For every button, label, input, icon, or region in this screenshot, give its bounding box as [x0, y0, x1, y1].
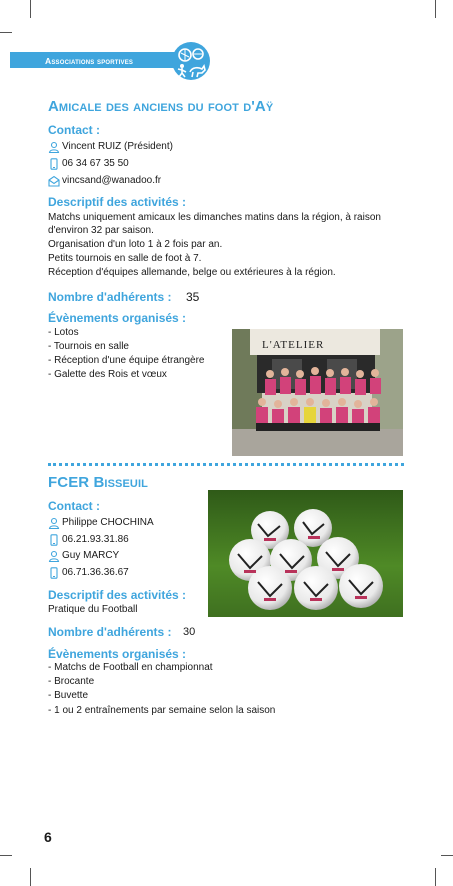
contact-phone	[48, 566, 129, 580]
person-icon	[48, 141, 60, 153]
event-item: - Buvette	[48, 690, 89, 701]
contact-value: 06.71.36.36.67	[62, 567, 129, 578]
members-value: 35	[186, 290, 200, 304]
contact-phone	[48, 533, 129, 547]
contact-person	[48, 140, 173, 154]
members-label: Nombre d'adhérents :	[48, 290, 172, 304]
contact-value: 06.21.93.31.86	[62, 534, 129, 545]
members-value: 30	[183, 626, 196, 638]
activities-label: Descriptif des activités :	[48, 195, 187, 209]
activities-line: Petits tournois en salle de foot à 7.	[48, 253, 202, 264]
activities-line: Organisation d'un loto 1 à 2 fois par an.	[48, 239, 223, 250]
event-item: - Lotos	[48, 327, 79, 338]
events-label: Évènements organisés :	[48, 311, 187, 325]
contact-phone	[48, 157, 129, 171]
sports-icon	[172, 42, 210, 80]
section-label: Associations sportives	[45, 56, 134, 66]
event-item: - Réception d'une équipe étrangère	[48, 355, 205, 366]
photo-sign-text: L'ATELIER	[262, 339, 325, 351]
event-item: - Brocante	[48, 676, 95, 687]
activities-line: Pratique du Football	[48, 604, 138, 615]
person-icon	[48, 517, 60, 529]
crop-mark	[30, 0, 31, 18]
event-item: - 1 ou 2 entraînements par semaine selon la saison	[48, 705, 276, 716]
contact-email	[48, 174, 161, 188]
email-icon	[48, 175, 60, 187]
phone-icon	[48, 534, 60, 546]
contact-label: Contact :	[48, 499, 100, 513]
contact-value: Philippe CHOCHINA	[62, 517, 154, 528]
person-icon	[48, 550, 60, 562]
club-title: Amicale des anciens du foot d'Aÿ	[48, 98, 274, 115]
contact-label: Contact :	[48, 123, 100, 137]
contact-value: Vincent RUIZ (Président)	[62, 141, 173, 152]
crop-mark	[435, 868, 436, 886]
crop-mark	[435, 0, 436, 18]
crop-mark	[0, 855, 12, 856]
contact-value: Guy MARCY	[62, 550, 120, 561]
activities-label: Descriptif des activités :	[48, 588, 187, 602]
crop-mark	[0, 32, 12, 33]
activities-line: Réception d'équipes allemande, belge ou extérieures à la région.	[48, 267, 336, 278]
event-item: - Tournois en salle	[48, 341, 129, 352]
club-title: FCER Bisseuil	[48, 474, 148, 491]
team-photo	[232, 329, 403, 456]
activities-line: Matchs uniquement amicaux les dimanches matins dans la région, à raison	[48, 212, 381, 223]
event-item: - Matchs de Football en championnat	[48, 662, 213, 673]
footballs-photo	[208, 490, 403, 617]
event-item: - Galette des Rois et vœux	[48, 369, 167, 380]
phone-icon	[48, 158, 60, 170]
phone-icon	[48, 567, 60, 579]
contact-person	[48, 549, 119, 563]
activities-line: d'environ 32 par saison.	[48, 225, 154, 236]
crop-mark	[30, 868, 31, 886]
members-label: Nombre d'adhérents :	[48, 625, 172, 639]
contact-value: 06 34 67 35 50	[62, 158, 129, 169]
page-number: 6	[44, 829, 52, 845]
section-divider	[48, 463, 404, 466]
crop-mark	[441, 855, 453, 856]
contact-value: vincsand@wanadoo.fr	[62, 175, 162, 186]
contact-person	[48, 516, 154, 530]
events-label: Évènements organisés :	[48, 647, 187, 661]
